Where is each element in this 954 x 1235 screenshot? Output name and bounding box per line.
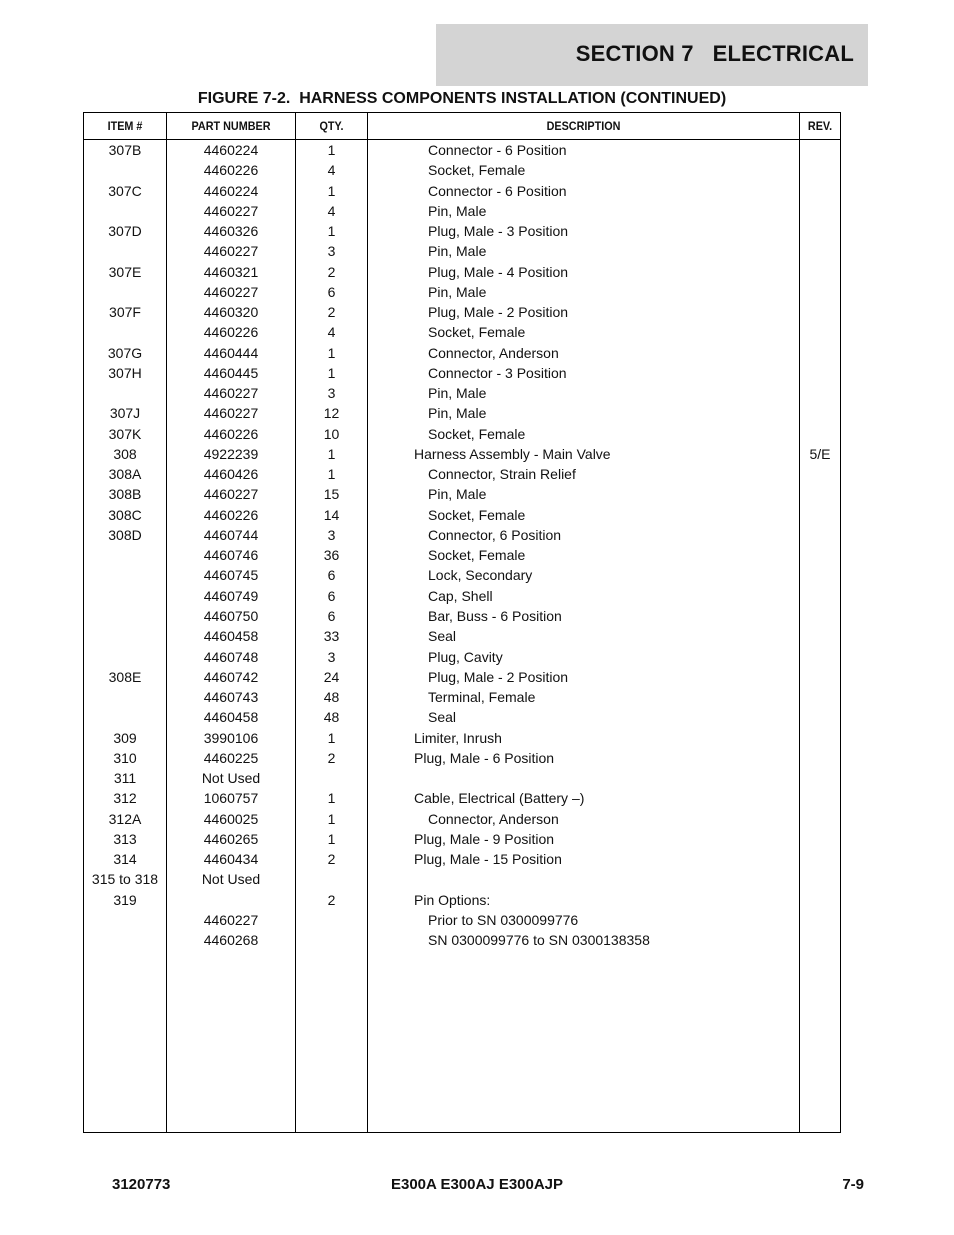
item-cell: 307J (109, 405, 141, 422)
table-row (84, 383, 840, 403)
item-cell: 307G (107, 344, 143, 361)
part-number-cell: Not Used (201, 871, 261, 888)
description-cell: Plug, Cavity (428, 648, 503, 665)
qty-cell: 1 (327, 729, 336, 746)
description-cell: Plug, Male - 4 Position (428, 263, 569, 280)
description-cell: Socket, Female (428, 547, 526, 564)
footer-doc-number: 3120773 (112, 1176, 171, 1193)
description-cell: Plug, Male - 3 Position (428, 223, 569, 240)
table-row (84, 728, 840, 748)
qty-cell: 10 (323, 425, 340, 442)
description-cell: Harness Assembly - Main Valve (414, 445, 611, 462)
table-row (84, 424, 840, 444)
table-row (84, 890, 840, 910)
qty-cell: 14 (323, 506, 340, 523)
description-cell: Socket, Female (428, 506, 526, 523)
qty-cell: 1 (327, 466, 336, 483)
qty-cell: 6 (327, 283, 336, 300)
rev-cell: 5/E (809, 445, 831, 462)
part-number-cell: 4460326 (203, 223, 259, 240)
parts-table (83, 112, 841, 1133)
item-cell: 307H (108, 364, 142, 381)
qty-cell: 2 (327, 304, 336, 321)
part-number-cell: 4460226 (203, 425, 259, 442)
part-number-cell: 4460426 (203, 466, 259, 483)
item-cell: 319 (113, 891, 137, 908)
qty-cell: 1 (327, 364, 336, 381)
table-row (84, 667, 840, 687)
part-number-cell: 4460445 (203, 364, 259, 381)
item-cell: 315 to 318 (91, 871, 159, 888)
table-row (84, 687, 840, 707)
description-cell: Limiter, Inrush (414, 729, 502, 746)
part-number-cell: 4460224 (203, 182, 259, 199)
part-number-cell: 4460227 (203, 911, 259, 928)
description-cell: Lock, Secondary (428, 567, 533, 584)
header-rev: REV. (807, 119, 833, 133)
table-row (84, 910, 840, 930)
description-cell: Pin, Male (428, 385, 487, 402)
part-number-cell: 4460749 (203, 587, 259, 604)
item-cell: 312A (108, 810, 142, 827)
description-cell: Plug, Male - 6 Position (414, 749, 555, 766)
table-row (84, 788, 840, 808)
description-cell: SN 0300099776 to SN 0300138358 (428, 932, 650, 949)
part-number-cell: 4460025 (203, 810, 259, 827)
description-cell: Connector, Anderson (428, 344, 559, 361)
description-cell: Plug, Male - 9 Position (414, 830, 555, 847)
part-number-cell: 4460458 (203, 628, 259, 645)
item-cell: 310 (113, 749, 137, 766)
table-row (84, 809, 840, 829)
qty-cell: 6 (327, 607, 336, 624)
part-number-cell: 4460321 (203, 263, 259, 280)
table-row (84, 849, 840, 869)
part-number-cell: 4460750 (203, 607, 259, 624)
qty-cell: 2 (327, 263, 336, 280)
part-number-cell: 4460227 (203, 385, 259, 402)
part-number-cell: 4460227 (203, 243, 259, 260)
description-cell: Pin, Male (428, 202, 487, 219)
qty-cell: 12 (323, 405, 340, 422)
qty-cell: 1 (327, 790, 336, 807)
qty-cell: 6 (327, 567, 336, 584)
footer-models: E300A E300AJ E300AJP (390, 1176, 564, 1193)
part-number-cell: 4460746 (203, 547, 259, 564)
section-title: SECTION 7 ELECTRICAL (575, 41, 854, 66)
header-item: ITEM # (107, 119, 143, 133)
table-row (84, 343, 840, 363)
description-cell: Connector - 6 Position (428, 142, 567, 158)
item-cell: 308A (108, 466, 142, 483)
table-row (84, 545, 840, 565)
table-row (84, 140, 840, 160)
description-cell: Pin, Male (428, 243, 487, 260)
header-description: DESCRIPTION (546, 119, 621, 133)
item-cell: 308B (108, 486, 142, 503)
table-row (84, 707, 840, 727)
qty-cell: 3 (327, 526, 336, 543)
part-number-cell: 4460745 (203, 567, 259, 584)
description-cell: Bar, Buss - 6 Position (428, 607, 562, 624)
table-row (84, 302, 840, 322)
table-row (84, 444, 840, 464)
qty-cell: 33 (323, 628, 340, 645)
table-row (84, 748, 840, 768)
item-cell: 307C (108, 182, 142, 199)
description-cell: Pin Options: (414, 891, 491, 908)
description-cell: Prior to SN 0300099776 (428, 911, 579, 928)
qty-cell: 2 (327, 749, 336, 766)
item-cell: 307E (108, 263, 142, 280)
qty-cell: 1 (327, 344, 336, 361)
item-cell: 307K (108, 425, 142, 442)
part-number-cell: 4460227 (203, 283, 259, 300)
table-row (84, 221, 840, 241)
qty-cell: 24 (323, 668, 340, 685)
part-number-cell: 1060757 (203, 790, 259, 807)
qty-cell: 4 (327, 162, 336, 179)
footer-page-number: 7-9 (842, 1176, 864, 1193)
part-number-cell: 3990106 (203, 729, 259, 746)
section-banner (436, 24, 868, 86)
table-row (84, 282, 840, 302)
table-row (84, 829, 840, 849)
item-cell: 308E (108, 668, 142, 685)
item-cell: 307D (108, 223, 142, 240)
table-row (84, 363, 840, 383)
table-header-row (84, 113, 840, 140)
table-row (84, 869, 840, 889)
part-number-cell: 4460748 (203, 648, 259, 665)
qty-cell: 48 (323, 689, 340, 706)
item-cell: 312 (113, 790, 137, 807)
table-row (84, 322, 840, 342)
table-row (84, 768, 840, 788)
item-cell: 307B (108, 142, 142, 158)
qty-cell: 1 (327, 830, 336, 847)
item-cell: 309 (113, 729, 137, 746)
table-row (84, 403, 840, 423)
description-cell: Seal (428, 709, 457, 726)
table-row (84, 647, 840, 667)
part-number-cell: 4460458 (203, 709, 259, 726)
table-row (84, 606, 840, 626)
table-row (84, 160, 840, 180)
table-row (84, 525, 840, 545)
item-cell: 313 (113, 830, 137, 847)
qty-cell: 4 (327, 324, 336, 341)
part-number-cell: 4460226 (203, 162, 259, 179)
qty-cell: 36 (323, 547, 340, 564)
table-row (84, 484, 840, 504)
part-number-cell: 4460227 (203, 202, 259, 219)
description-cell: Socket, Female (428, 162, 526, 179)
description-cell: Seal (428, 628, 457, 645)
qty-cell: 48 (323, 709, 340, 726)
table-row (84, 626, 840, 646)
part-number-cell: 4460224 (203, 142, 259, 158)
header-qty: QTY. (319, 119, 344, 133)
description-cell: Plug, Male - 2 Position (428, 668, 569, 685)
figure-title: FIGURE 7-2. HARNESS COMPONENTS INSTALLATION (CONTINUED) (197, 90, 727, 107)
part-number-cell: 4460227 (203, 486, 259, 503)
table-row (84, 181, 840, 201)
qty-cell: 1 (327, 445, 336, 462)
part-number-cell: 4460225 (203, 749, 259, 766)
part-number-cell: 4460742 (203, 668, 259, 685)
table-row (84, 586, 840, 606)
part-number-cell: 4460226 (203, 506, 259, 523)
qty-cell: 3 (327, 385, 336, 402)
description-cell: Connector - 6 Position (428, 182, 567, 199)
qty-cell: 1 (327, 142, 336, 158)
part-number-cell: 4460268 (203, 932, 259, 949)
qty-cell: 15 (323, 486, 340, 503)
part-number-cell: 4460320 (203, 304, 259, 321)
description-cell: Cable, Electrical (Battery –) (414, 790, 585, 807)
qty-cell: 1 (327, 223, 336, 240)
description-cell: Pin, Male (428, 283, 487, 300)
qty-cell: 3 (327, 243, 336, 260)
qty-cell: 1 (327, 182, 336, 199)
item-cell: 308 (113, 445, 137, 462)
description-cell: Cap, Shell (428, 587, 493, 604)
item-cell: 308D (108, 526, 142, 543)
part-number-cell: 4460265 (203, 830, 259, 847)
description-cell: Connector - 3 Position (428, 364, 567, 381)
description-cell: Socket, Female (428, 425, 526, 442)
qty-cell: 2 (327, 891, 336, 908)
table-row (84, 241, 840, 261)
item-cell: 311 (113, 770, 137, 787)
description-cell: Plug, Male - 15 Position (414, 851, 562, 868)
qty-cell: 2 (327, 851, 336, 868)
part-number-cell: 4460226 (203, 324, 259, 341)
table-row (84, 262, 840, 282)
item-cell: 307F (109, 304, 141, 321)
part-number-cell: 4460744 (203, 526, 259, 543)
description-cell: Pin, Male (428, 486, 487, 503)
description-cell: Connector, Strain Relief (428, 466, 576, 483)
description-cell: Terminal, Female (428, 689, 536, 706)
description-cell: Connector, 6 Position (428, 526, 562, 543)
qty-cell: 1 (327, 810, 336, 827)
item-cell: 314 (113, 851, 137, 868)
description-cell: Connector, Anderson (428, 810, 559, 827)
qty-cell: 4 (327, 202, 336, 219)
part-number-cell: 4460743 (203, 689, 259, 706)
part-number-cell: 4460227 (203, 405, 259, 422)
description-cell: Pin, Male (428, 405, 487, 422)
table-row (84, 930, 840, 950)
table-row (84, 565, 840, 585)
table-row (84, 464, 840, 484)
part-number-cell: 4922239 (203, 445, 259, 462)
table-row (84, 505, 840, 525)
qty-cell: 6 (327, 587, 336, 604)
item-cell: 308C (108, 506, 142, 523)
part-number-cell: Not Used (201, 770, 261, 787)
part-number-cell: 4460434 (203, 851, 259, 868)
part-number-cell: 4460444 (203, 344, 259, 361)
table-row (84, 201, 840, 221)
header-part-number: PART NUMBER (191, 119, 271, 133)
description-cell: Plug, Male - 2 Position (428, 304, 569, 321)
description-cell: Socket, Female (428, 324, 526, 341)
qty-cell: 3 (327, 648, 336, 665)
